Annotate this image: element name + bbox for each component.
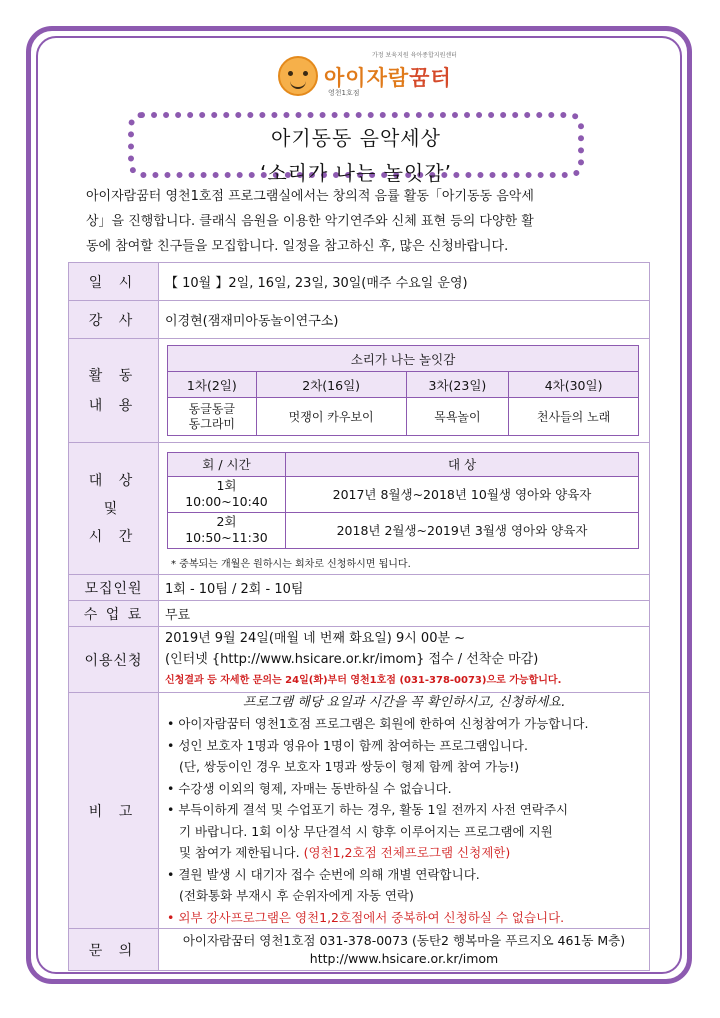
contact-line-1: 아이자람꿈터 영천1호점 031-378-0073 (동탄2 행복마을 푸르지오 461동 M층) [182, 932, 626, 948]
remark-item: • 아이자람꿈터 영천1호점 프로그램은 회원에 한하여 신청참여가 가능합니다. [167, 716, 589, 731]
target-label: 대 상 및 시 간 [69, 443, 159, 575]
time-cell: 1회 10:00~10:40 [168, 476, 286, 512]
apply-line-3: 신청결과 등 자세한 문의는 24일(화)부터 영천1호점 (031-378-0073)으로 가능합니다. [165, 675, 562, 686]
remark-item: • 수강생 이외의 형제, 자매는 동반하실 수 없습니다. [167, 780, 452, 796]
contact-url[interactable]: http://www.hsicare.or.kr/imom [309, 950, 499, 966]
fee-value: 무료 [159, 601, 650, 627]
intro-line: 동에 참여할 친구들을 모집합니다. 일정을 참고하신 후, 많은 신청바랍니다. [86, 239, 509, 254]
date-label: 일 시 [69, 263, 159, 301]
logo-name: 아이자람꿈터 [324, 66, 452, 90]
contact-label: 문 의 [69, 929, 159, 971]
content-cell: 목욕놀이 [406, 398, 509, 436]
target-note: * 중복되는 개월은 원하시는 회차로 신청하시면 됩니다. [171, 558, 411, 570]
remark-item: • 결원 발생 시 대기자 접수 순번에 의해 개별 연락합니다. [167, 866, 480, 882]
title-line-2: ‘소리가 나는 놀잇감’ [260, 161, 452, 185]
info-table [68, 262, 650, 971]
content-cell: 천사들의 노래 [509, 398, 639, 436]
time-cell: 2회 10:50~11:30 [168, 512, 286, 548]
smiley-face-icon [278, 56, 318, 96]
remark-item: 기 바랍니다. 1회 이상 무단결석 시 향후 이루어지는 프로그램에 지원 [179, 823, 553, 839]
session-cell: 4차(30일) [509, 372, 639, 398]
remark-item: • 부득이하게 결석 및 수업포기 하는 경우, 활동 1일 전까지 사전 연락주시 [167, 802, 569, 817]
date-value: 【 10월 】2일, 16일, 23일, 30일(매주 수요일 운영) [159, 263, 650, 301]
remark-item: 및 참여가 제한됩니다. (영천1,2호점 전체프로그램 신청제한) [179, 845, 511, 860]
logo-subtitle: 영천1호점 [328, 89, 360, 97]
apply-line-1: 2019년 9월 24일(매월 네 번째 화요일) 9시 00분 ~ [165, 631, 466, 646]
remarks-label: 비 고 [69, 693, 159, 929]
instructor-value: 이경현(잼재미아동놀이연구소) [159, 301, 650, 339]
content-cell: 멋쟁이 카우보이 [256, 398, 406, 436]
target-header: 대 상 [286, 452, 639, 476]
instructor-label: 강 사 [69, 301, 159, 339]
activity-table [167, 345, 639, 436]
logo-top-text: 가정 보육지원 육아종합지원센터 [372, 52, 457, 59]
title-line-1: 아기동동 음악세상 [271, 126, 441, 150]
fee-label: 수 업 료 [69, 601, 159, 627]
remark-item: • 외부 강사프로그램은 영천1,2호점에서 중복하여 신청하실 수 없습니다. [167, 909, 565, 925]
remark-item: (단, 쌍둥이인 경우 보호자 1명과 쌍둥이 형제 함께 참여 가능!) [179, 759, 520, 774]
apply-label: 이용신청 [69, 627, 159, 693]
title-box [128, 112, 584, 185]
logo [268, 48, 478, 104]
remarks-highlight: 프로그램 해당 요일과 시간을 꼭 확인하시고, 신청하세요. [243, 695, 565, 710]
intro-paragraph [86, 184, 646, 259]
target-table [167, 452, 639, 549]
intro-line: 상」을 진행합니다. 클래식 음원을 이용한 악기연주와 신체 표현 등의 다양한 활 [86, 214, 534, 229]
remark-item: (전화통화 부재시 후 순위자에게 자동 연락) [179, 888, 414, 903]
time-header: 회 / 시간 [168, 452, 286, 476]
target-cell: 2017년 8월생~2018년 10월생 영아와 양육자 [286, 476, 639, 512]
activity-header: 소리가 나는 놀잇감 [168, 346, 639, 372]
remarks-list [159, 713, 649, 928]
session-cell: 2차(16일) [256, 372, 406, 398]
remark-item: • 성인 보호자 1명과 영유아 1명이 함께 참여하는 프로그램입니다. [167, 737, 528, 753]
activity-label: 활 동 내 용 [69, 339, 159, 443]
recruit-value: 1회 - 10팀 / 2회 - 10팀 [159, 575, 650, 601]
intro-line: 아이자람꿈터 영천1호점 프로그램실에서는 창의적 음률 활동「아기동동 음악세 [86, 189, 534, 204]
session-cell: 3차(23일) [406, 372, 509, 398]
recruit-label: 모집인원 [69, 575, 159, 601]
apply-line-2: (인터넷 {http://www.hsicare.or.kr/imom} 접수 / 선착순 마감) [165, 652, 539, 667]
session-cell: 1차(2일) [168, 372, 257, 398]
target-cell: 2018년 2월생~2019년 3월생 영아와 양육자 [286, 512, 639, 548]
content-cell: 동글동글 동그라미 [168, 398, 257, 436]
